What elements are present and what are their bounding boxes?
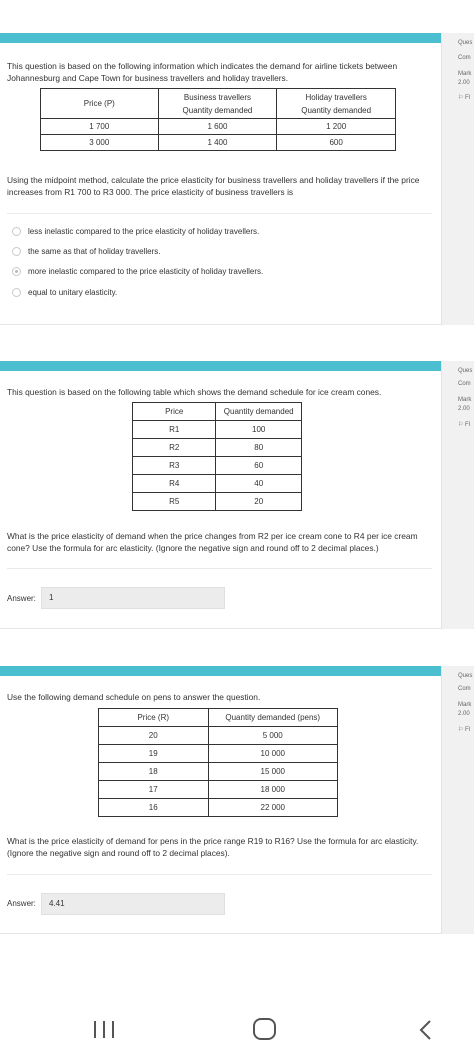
table-row [99,781,338,799]
table-cell: R1 [133,421,216,439]
table-cell: 20 [99,727,209,745]
table-cell: 3 000 [41,135,159,151]
table-cell: R3 [133,457,216,475]
card-bottom-border [0,324,441,325]
option-label[interactable]: the same as that of holiday travellers. [28,247,161,256]
table-row [99,727,338,745]
table-row [99,763,338,781]
question-info-panel [441,361,474,629]
table-cell: 1 200 [277,119,396,135]
mark-value: 2.00 [458,80,470,86]
table-row [133,421,302,439]
table-row [41,119,396,135]
table-cell: 1 400 [158,135,277,151]
question-card-1 [0,33,474,325]
question-prompt: What is the price elasticity of demand for pens in the price range R19 to R16? Use the formula for arc elasticity. (Ignore the negative sign and round off to 2 decimal places). [7,836,419,858]
flag-question-link[interactable]: ⚐ Fl [458,95,471,101]
table-header: Quantity demanded [216,403,302,421]
table-cell: 600 [277,135,396,151]
table-header: Holiday travellers Quantity demanded [277,89,396,119]
table-row [99,799,338,817]
recent-apps-icon[interactable] [94,1021,114,1038]
question-number-label: Ques [458,368,473,374]
flag-question-link[interactable]: ⚐ Fl [458,422,471,428]
answer-input[interactable]: 1 [41,587,225,609]
question-number-label: Ques [458,40,473,46]
question-header-bar [0,33,441,43]
option-label[interactable]: equal to unitary elasticity. [28,288,118,297]
table-cell: R4 [133,475,216,493]
table-cell: 18 [99,763,209,781]
flag-icon: ⚐ [458,95,466,101]
table-cell: R2 [133,439,216,457]
answer-label: Answer: [7,899,36,908]
flag-icon: ⚐ [458,422,466,428]
table-row [133,475,302,493]
table-cell: 10 000 [208,745,338,763]
table-cell: 15 000 [208,763,338,781]
table-row [133,457,302,475]
table-cell: 40 [216,475,302,493]
table-cell: 22 000 [208,799,338,817]
question-number-label: Ques [458,673,473,679]
mark-value: 2.00 [458,711,470,717]
question-intro: This question is based on the following information which indicates the demand for airline tickets between Johannesburg and Cape Town for business travellers and holiday travellers. [7,61,398,83]
table-cell: R5 [133,493,216,511]
question-intro: Use the following demand schedule on pens to answer the question. [7,692,261,702]
radio-button[interactable] [12,227,21,236]
table-cell: 20 [216,493,302,511]
table-cell: 80 [216,439,302,457]
question-info-panel [441,33,474,325]
question-status: Com [458,381,471,387]
table-header: Quantity demanded (pens) [208,709,338,727]
table-cell: 16 [99,799,209,817]
question-card-2 [0,361,474,629]
flag-question-link[interactable]: ⚐ Fl [458,727,471,733]
question-info-panel [441,666,474,934]
home-icon[interactable] [253,1018,276,1040]
card-bottom-border [0,628,441,629]
table-row [99,745,338,763]
question-status: Com [458,55,471,61]
divider [7,213,432,214]
question-prompt: Using the midpoint method, calculate the price elasticity for business travellers and holiday travellers if the price increases from R1 700 to R3 000. The price elasticity of business travellers is [7,175,420,197]
question-card-3 [0,666,474,934]
table-header: Price [133,403,216,421]
table-cell: 60 [216,457,302,475]
system-navigation-bar [0,1000,474,1059]
radio-button-selected[interactable] [12,267,21,276]
ice-cream-demand-table [132,402,302,511]
divider [7,874,432,875]
card-bottom-border [0,933,441,934]
question-intro: This question is based on the following table which shows the demand schedule for ice cream cones. [7,387,382,397]
table-cell: 18 000 [208,781,338,799]
table-cell: 100 [216,421,302,439]
airline-demand-table [40,88,396,151]
question-prompt: What is the price elasticity of demand when the price changes from R2 per ice cream cone to R4 per ice cream cone? Use the formula for arc elasticity. (Ignore the negative sign and round off to 2 decimal places.) [7,531,418,553]
question-status: Com [458,686,471,692]
table-row [41,135,396,151]
table-cell: 1 700 [41,119,159,135]
option-label[interactable]: more inelastic compared to the price elasticity of holiday travellers. [28,267,264,276]
mark-label: Mark [458,71,472,77]
back-chevron-icon[interactable] [417,1020,435,1040]
answer-input[interactable]: 4.41 [41,893,225,915]
table-row [133,439,302,457]
mark-label: Mark [458,397,472,403]
radio-button[interactable] [12,288,21,297]
answer-label: Answer: [7,594,36,603]
table-header: Price (R) [99,709,209,727]
table-cell: 1 600 [158,119,277,135]
table-cell: 17 [99,781,209,799]
table-row [133,493,302,511]
option-label[interactable]: less inelastic compared to the price elasticity of holiday travellers. [28,227,260,236]
pens-demand-table [98,708,338,817]
mark-label: Mark [458,702,472,708]
divider [7,568,432,569]
radio-button[interactable] [12,247,21,256]
question-header-bar [0,361,441,371]
question-header-bar [0,666,441,676]
table-cell: 19 [99,745,209,763]
table-header: Price (P) [41,89,159,119]
table-cell: 5 000 [208,727,338,745]
mark-value: 2.00 [458,406,470,412]
table-header: Business travellers Quantity demanded [158,89,277,119]
flag-icon: ⚐ [458,727,466,733]
